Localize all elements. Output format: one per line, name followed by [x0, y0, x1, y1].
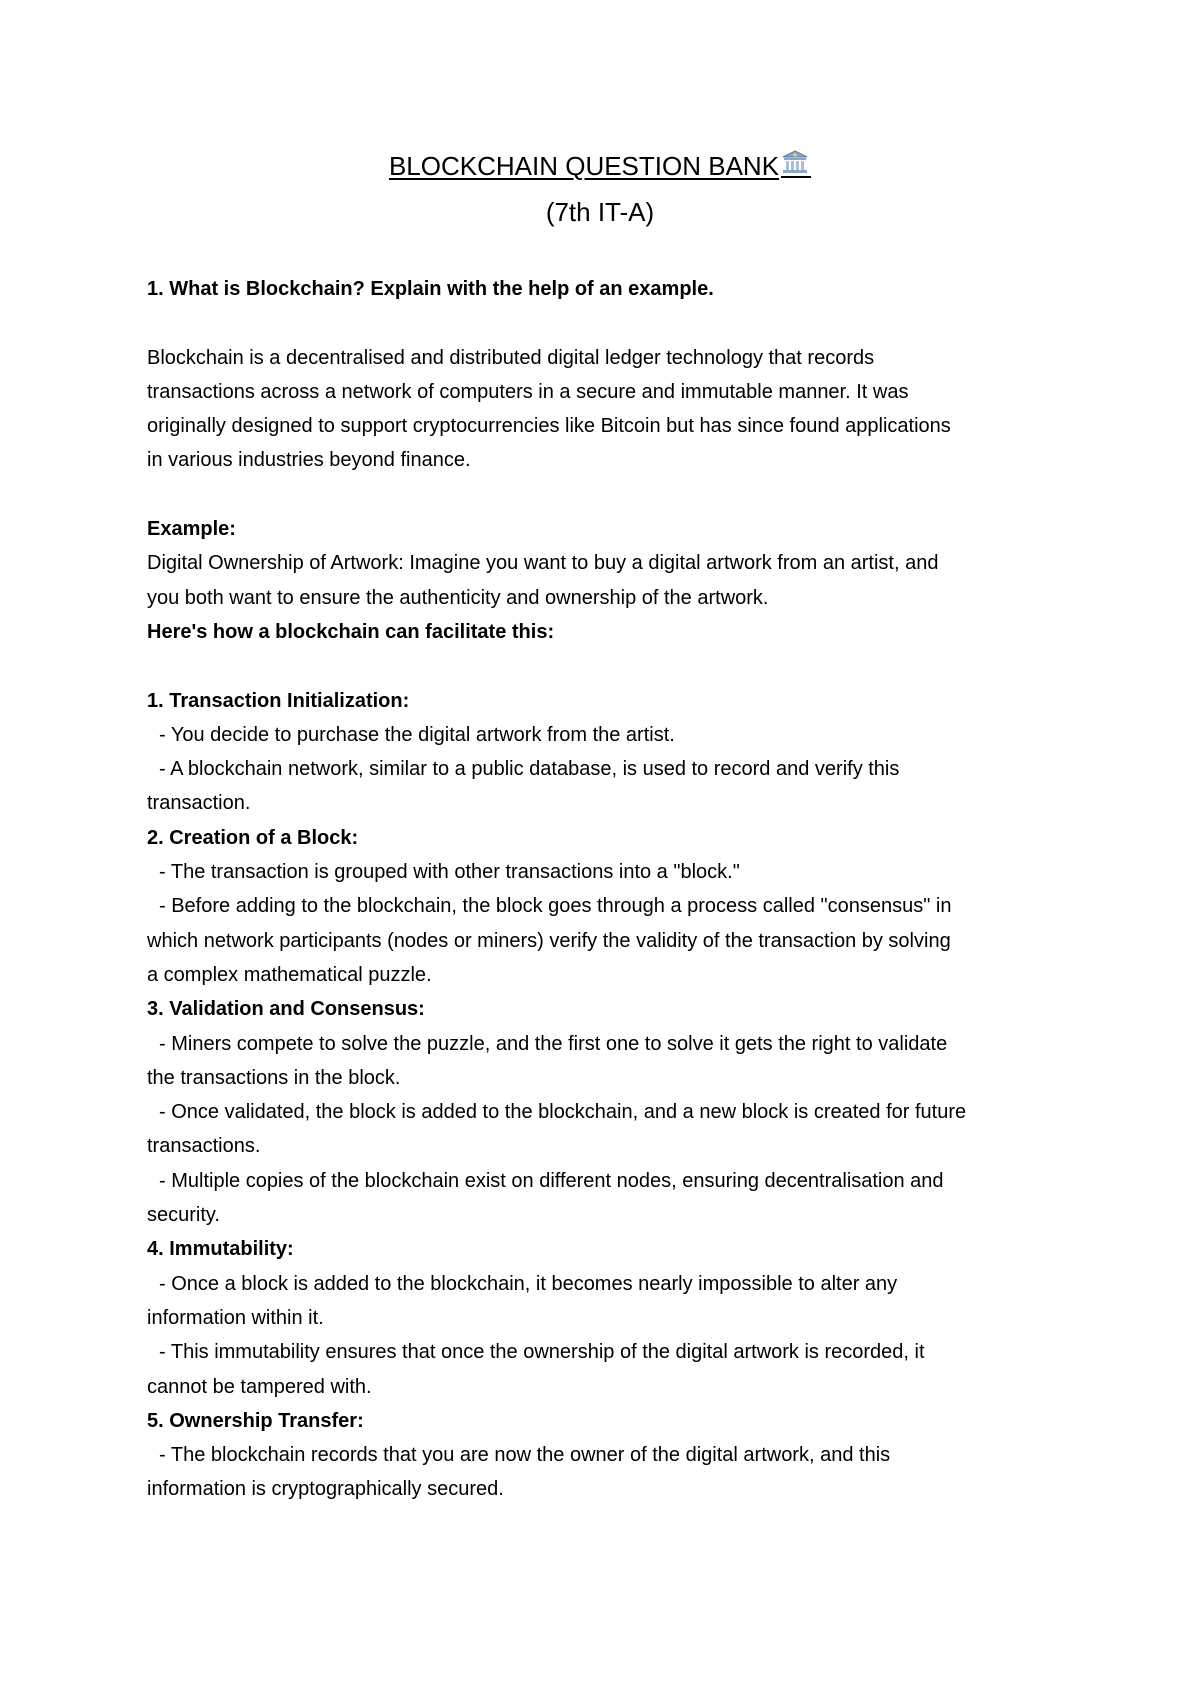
spacer [147, 478, 1077, 512]
step-line: information is cryptographically secured. [147, 1478, 504, 1501]
page-title [0, 150, 1200, 182]
paragraph-line: Blockchain is a decentralised and distributed digital ledger technology that records [147, 346, 875, 369]
step-line: transaction. [147, 792, 251, 815]
step-line: transactions. [147, 1135, 261, 1158]
step-line: - You decide to purchase the digital artwork from the artist. [159, 723, 675, 746]
step-heading: 5. Ownership Transfer: [147, 1409, 364, 1432]
step-line: - The blockchain records that you are now the owner of the digital artwork, and this [159, 1444, 891, 1467]
step-line: - Once validated, the block is added to the blockchain, and a new block is created for future [159, 1101, 967, 1124]
step-line: - Miners compete to solve the puzzle, and the first one to solve it gets the right to validate [159, 1032, 948, 1055]
step-line: a complex mathematical puzzle. [147, 963, 432, 986]
document-body [147, 272, 1077, 1507]
bank-icon [781, 150, 811, 178]
paragraph-line: transactions across a network of computers in a secure and immutable manner. It was [147, 380, 909, 403]
step-line: - The transaction is grouped with other transactions into a "block." [159, 861, 740, 884]
step-line: - A blockchain network, similar to a public database, is used to record and verify this [159, 758, 900, 781]
step-line: - Multiple copies of the blockchain exist on different nodes, ensuring decentralisation and [159, 1169, 944, 1192]
step-line: the transactions in the block. [147, 1066, 401, 1089]
paragraph-line: originally designed to support cryptocurrencies like Bitcoin but has since found applications [147, 415, 951, 438]
step-heading: 1. Transaction Initialization: [147, 689, 410, 712]
step-line: - This immutability ensures that once the ownership of the digital artwork is recorded, it [159, 1341, 925, 1364]
step-heading: 3. Validation and Consensus: [147, 998, 425, 1021]
step-line: - Once a block is added to the blockchain, it becomes nearly impossible to alter any [159, 1272, 898, 1295]
page-subtitle: (7th IT-A) [545, 197, 655, 227]
example-line: you both want to ensure the authenticity and ownership of the artwork. [147, 586, 769, 609]
example-label: Example: [147, 518, 236, 541]
steps-list [147, 684, 1077, 1507]
paragraph-line: in various industries beyond finance. [147, 449, 471, 472]
step-line: cannot be tampered with. [147, 1375, 372, 1398]
example-line: Digital Ownership of Artwork: Imagine you want to buy a digital artwork from an artist, and [147, 552, 939, 575]
title-text: BLOCKCHAIN QUESTION BANK [388, 151, 780, 181]
step-heading: 2. Creation of a Block: [147, 826, 359, 849]
step-line: - Before adding to the blockchain, the block goes through a process called "consensus" in [159, 895, 952, 918]
step-heading: 4. Immutability: [147, 1238, 294, 1261]
spacer [147, 306, 1077, 340]
step-line: security. [147, 1204, 220, 1227]
step-line: information within it. [147, 1306, 324, 1329]
step-line: which network participants (nodes or miners) verify the validity of the transaction by solving [147, 929, 951, 952]
question-heading: 1. What is Blockchain? Explain with the help of an example. [147, 278, 714, 300]
how-label: Here's how a blockchain can facilitate this: [147, 620, 555, 643]
spacer [147, 649, 1077, 683]
